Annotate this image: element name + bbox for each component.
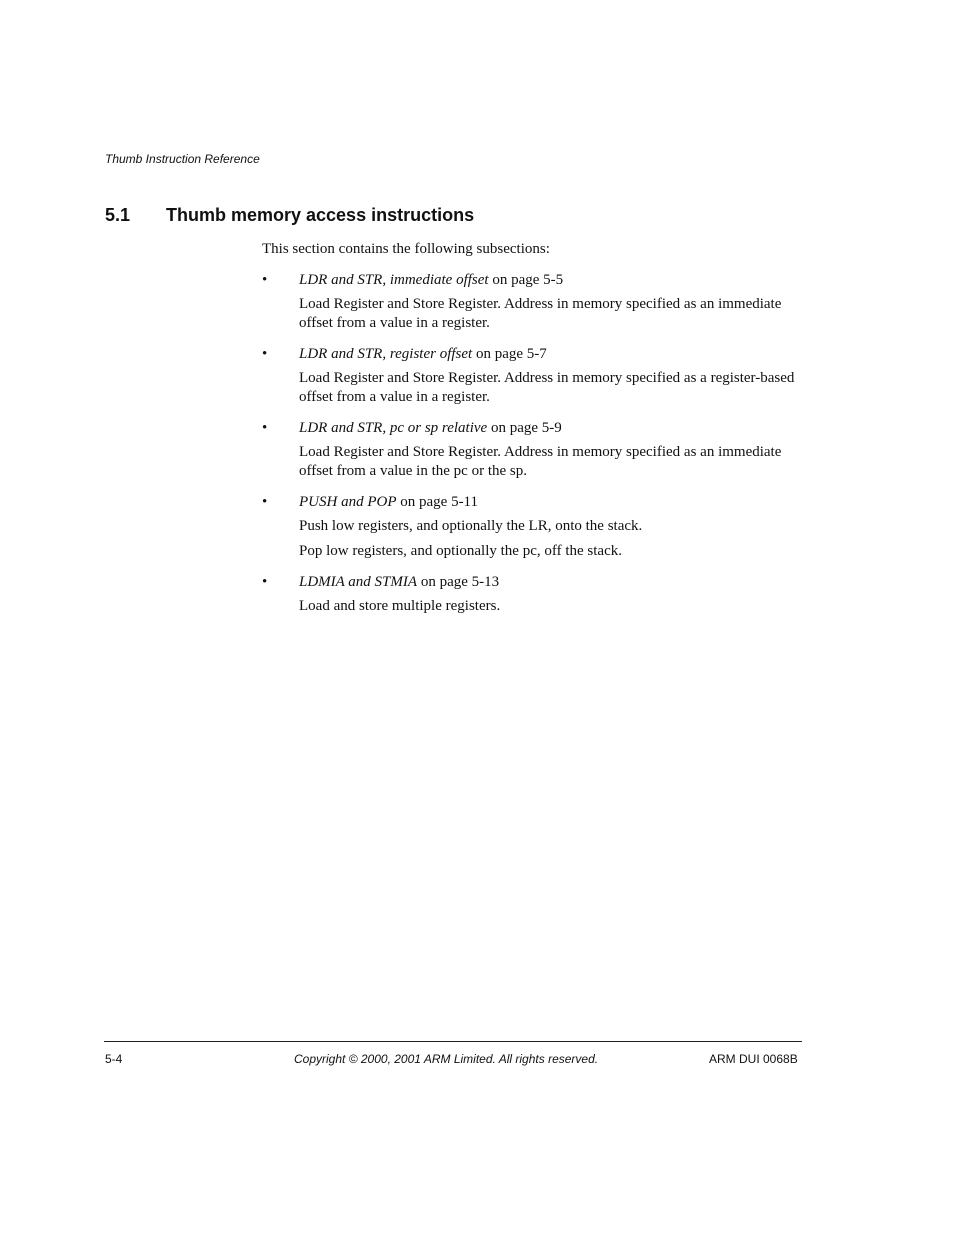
cross-reference-link[interactable]: LDR and STR, immediate offset — [299, 271, 489, 288]
footer-divider — [104, 1041, 802, 1042]
list-item — [262, 345, 807, 407]
item-title — [299, 573, 807, 592]
list-item — [262, 419, 807, 481]
bullet: • — [262, 573, 268, 590]
running-header: Thumb Instruction Reference — [105, 152, 260, 166]
list-item — [262, 573, 807, 616]
item-description: Load Register and Store Register. Address in memory specified as a register-based offset from a value in a register. — [299, 370, 795, 405]
item-description: Load Register and Store Register. Address in memory specified as an immediate offset from a value in a register. — [299, 296, 782, 331]
section-number: 5.1 — [105, 205, 131, 225]
item-description: Load and store multiple registers. — [299, 598, 501, 614]
cross-reference-link[interactable]: PUSH and POP — [299, 493, 397, 510]
section-intro: This section contains the following subsections: — [262, 241, 550, 257]
item-title — [299, 271, 807, 290]
copyright-notice: Copyright © 2000, 2001 ARM Limited. All rights reserved. — [294, 1052, 599, 1066]
item-title — [299, 493, 807, 512]
page-reference: on page 5-5 — [488, 271, 564, 288]
cross-reference-link[interactable]: LDR and STR, pc or sp relative — [299, 419, 488, 436]
cross-reference-link[interactable]: LDMIA and STMIA — [299, 573, 418, 590]
item-title — [299, 345, 807, 364]
item-description: Load Register and Store Register. Address in memory specified as an immediate offset from a value in the pc or the sp. — [299, 444, 782, 479]
page-reference: on page 5-13 — [417, 573, 500, 590]
list-item — [262, 271, 807, 333]
bullet: • — [262, 493, 268, 510]
page-reference: on page 5-7 — [472, 345, 547, 362]
item-description: Pop low registers, and optionally the pc, off the stack. — [299, 542, 622, 559]
item-description: Push low registers, and optionally the LR, onto the stack. — [299, 518, 643, 534]
bullet: • — [262, 271, 268, 288]
page-number: 5-4 — [105, 1052, 123, 1066]
section-body — [262, 240, 807, 628]
cross-reference-link[interactable]: LDR and STR, register offset — [299, 345, 473, 362]
bullet: • — [262, 419, 268, 436]
bullet: • — [262, 345, 268, 362]
document-id: ARM DUI 0068B — [709, 1052, 798, 1066]
list-item — [262, 493, 807, 561]
item-title — [299, 419, 807, 438]
section-title: Thumb memory access instructions — [166, 205, 475, 225]
page-reference: on page 5-9 — [487, 419, 562, 436]
page-reference: on page 5-11 — [396, 493, 479, 510]
section-heading — [105, 203, 474, 227]
